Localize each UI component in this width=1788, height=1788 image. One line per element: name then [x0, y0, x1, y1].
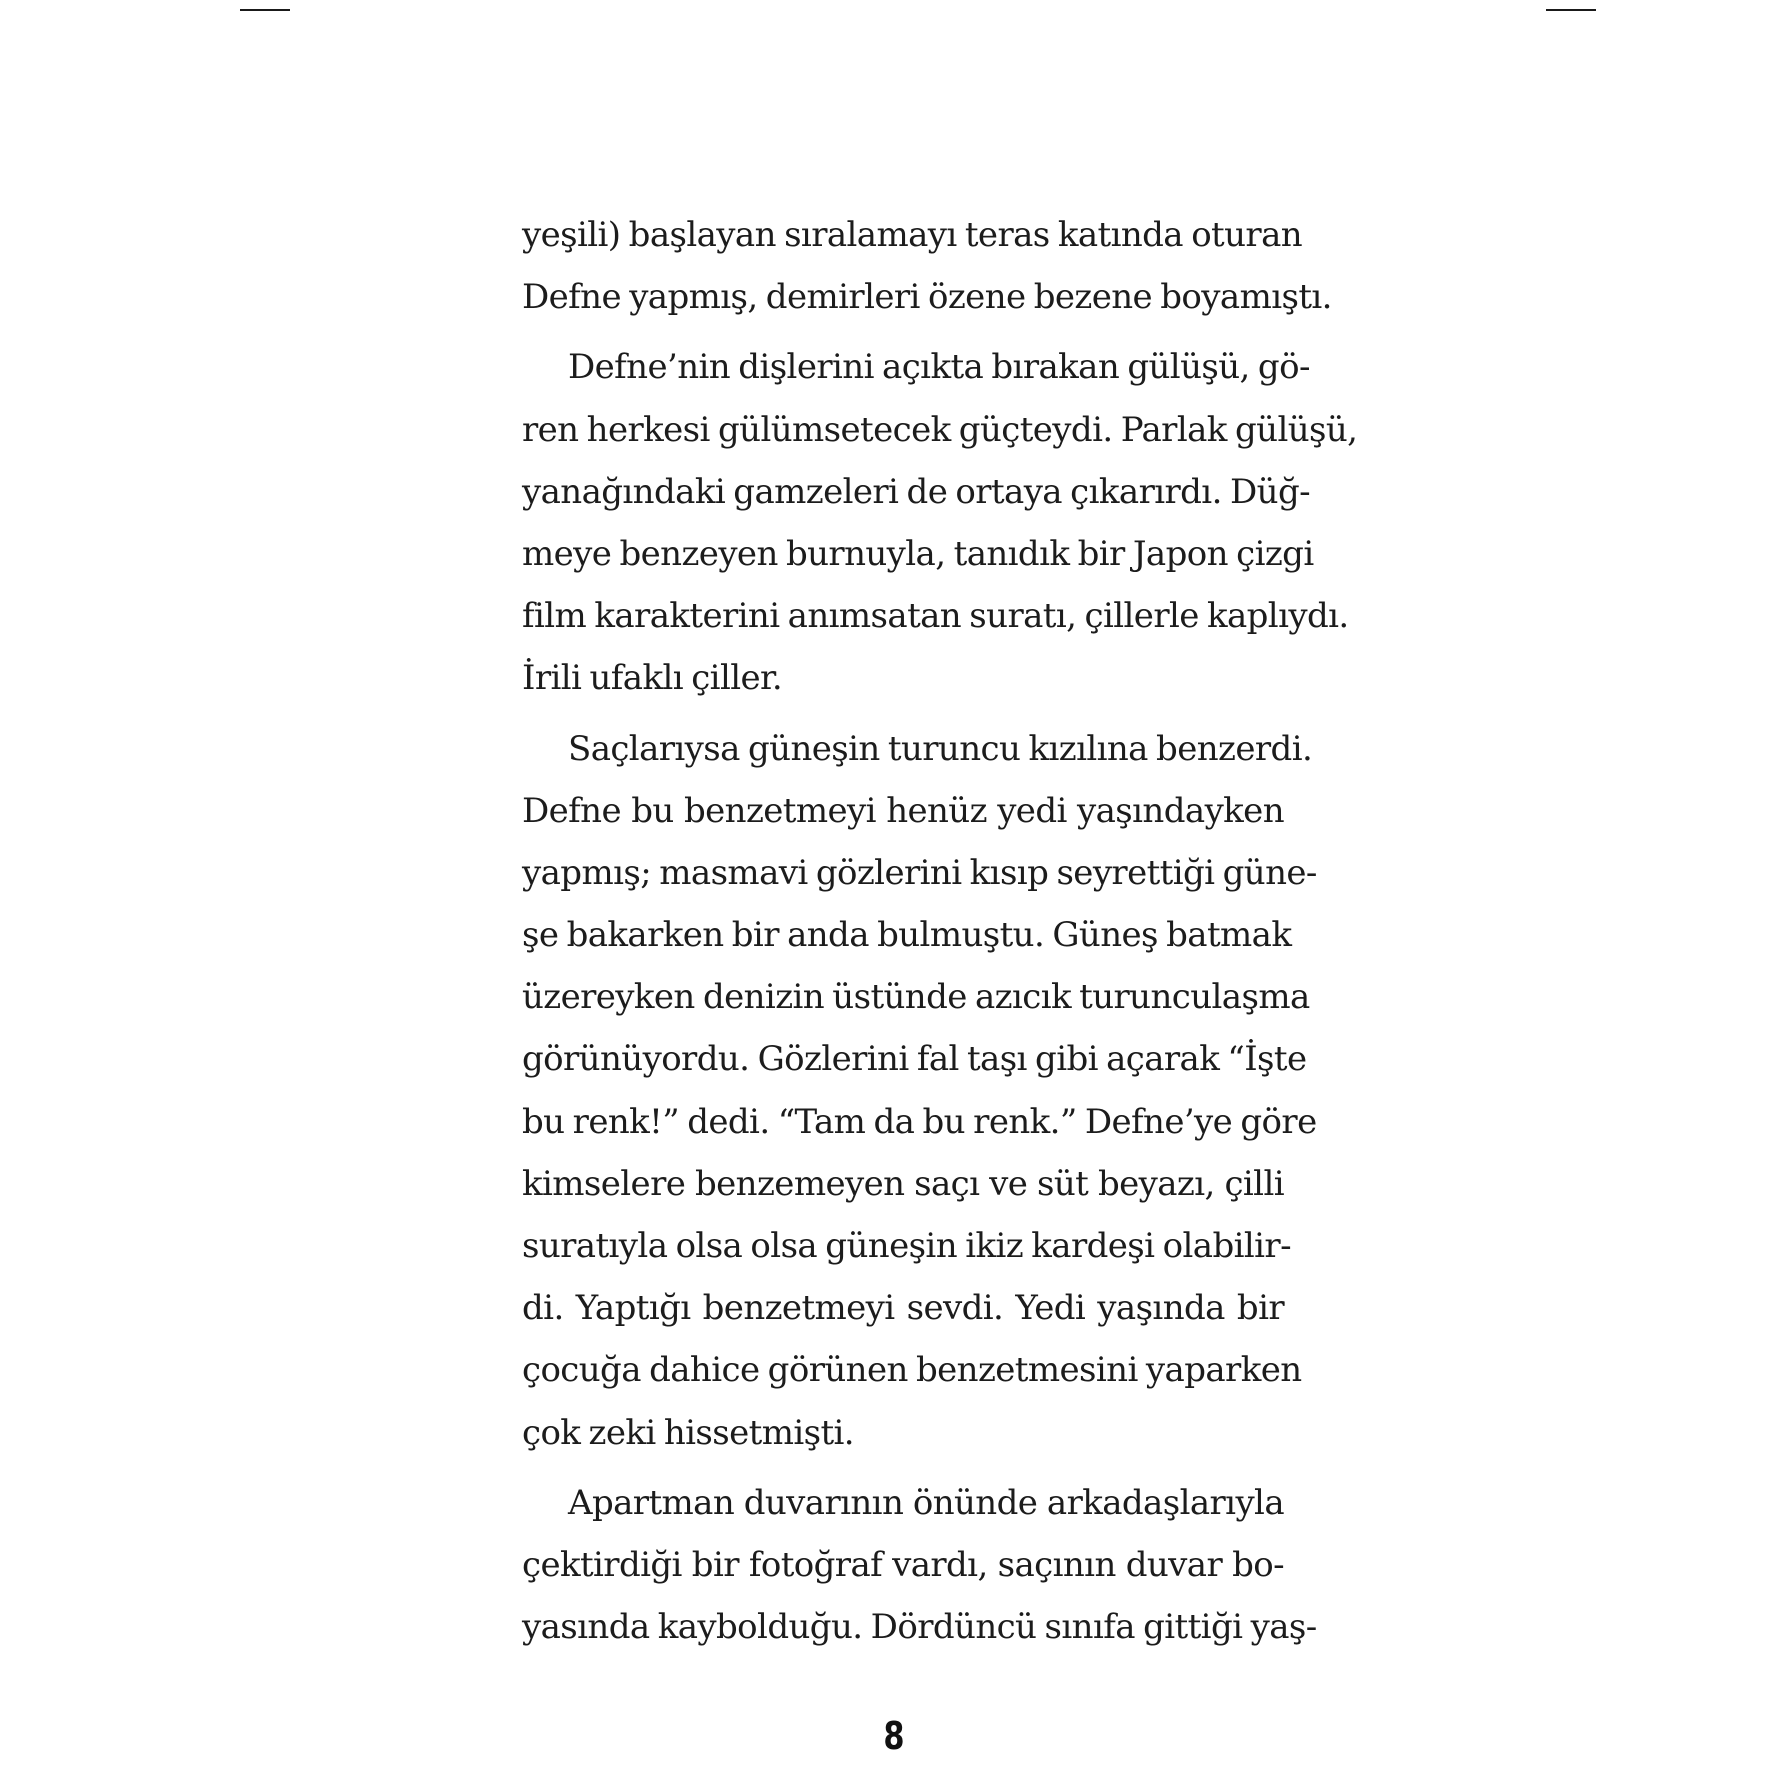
- text-line: film karakterini anımsatan suratı, çillerle kaplıydı.: [522, 596, 1349, 637]
- text-line: meye benzeyen burnuyla, tanıdık bir Japon çizgi: [522, 533, 1314, 574]
- body-text: [522, 204, 1358, 1658]
- page-number: 8: [883, 1714, 905, 1758]
- text-line: suratıyla olsa olsa güneşin ikiz kardeşi olabilir-: [522, 1226, 1291, 1266]
- text-line: Defne yapmış, demirleri özene bezene boyamıştı.: [522, 277, 1332, 318]
- text-line: ren herkesi gülümsetecek güçteydi. Parlak gülüşü,: [522, 409, 1358, 450]
- text-line: Defne bu benzetmeyi henüz yedi yaşındayken: [522, 790, 1284, 831]
- text-line: yeşili) başlayan sıralamayı teras katında oturan: [522, 215, 1303, 255]
- text-line: çok zeki hissetmişti.: [522, 1412, 854, 1453]
- text-line: çektirdiği bir fotoğraf vardı, saçının duvar bo-: [522, 1544, 1284, 1585]
- text-line: çocuğa dahice görünen benzetmesini yaparken: [522, 1350, 1302, 1391]
- text-line: şe bakarken bir anda bulmuştu. Güneş batmak: [522, 915, 1292, 956]
- text-line: görünüyordu. Gözlerini fal taşı gibi açarak “İşte: [522, 1039, 1307, 1080]
- text-line: yasında kaybolduğu. Dördüncü sınıfa gittiği yaş-: [522, 1607, 1317, 1648]
- text-line: üzereyken denizin üstünde azıcık turunculaşma: [522, 977, 1310, 1018]
- text-line: yanağındaki gamzeleri de ortaya çıkarırdı. Düğ-: [522, 471, 1311, 512]
- paragraph-3: [522, 718, 1317, 1464]
- paragraph-1: [522, 204, 1332, 328]
- text-line: bu renk!” dedi. “Tam da bu renk.” Defne’ye göre: [522, 1101, 1317, 1142]
- crop-mark-left: [240, 9, 290, 11]
- text-line: Defne’nin dişlerini açıkta bırakan gülüşü, gö-: [568, 347, 1310, 388]
- text-line: Saçlarıysa güneşin turuncu kızılına benzerdi.: [568, 728, 1313, 769]
- paragraph-4: [522, 1472, 1317, 1659]
- text-line: kimselere benzemeyen saçı ve süt beyazı, çilli: [522, 1163, 1284, 1204]
- text-line: İrili ufaklı çiller.: [522, 658, 783, 699]
- text-line: Apartman duvarının önünde arkadaşlarıyla: [568, 1482, 1284, 1523]
- text-line: di. Yaptığı benzetmeyi sevdi. Yedi yaşında bir: [522, 1288, 1284, 1329]
- text-line: yapmış; masmavi gözlerini kısıp seyrettiği güne-: [522, 852, 1317, 893]
- paragraph-2: [522, 336, 1358, 709]
- crop-mark-right: [1546, 9, 1596, 11]
